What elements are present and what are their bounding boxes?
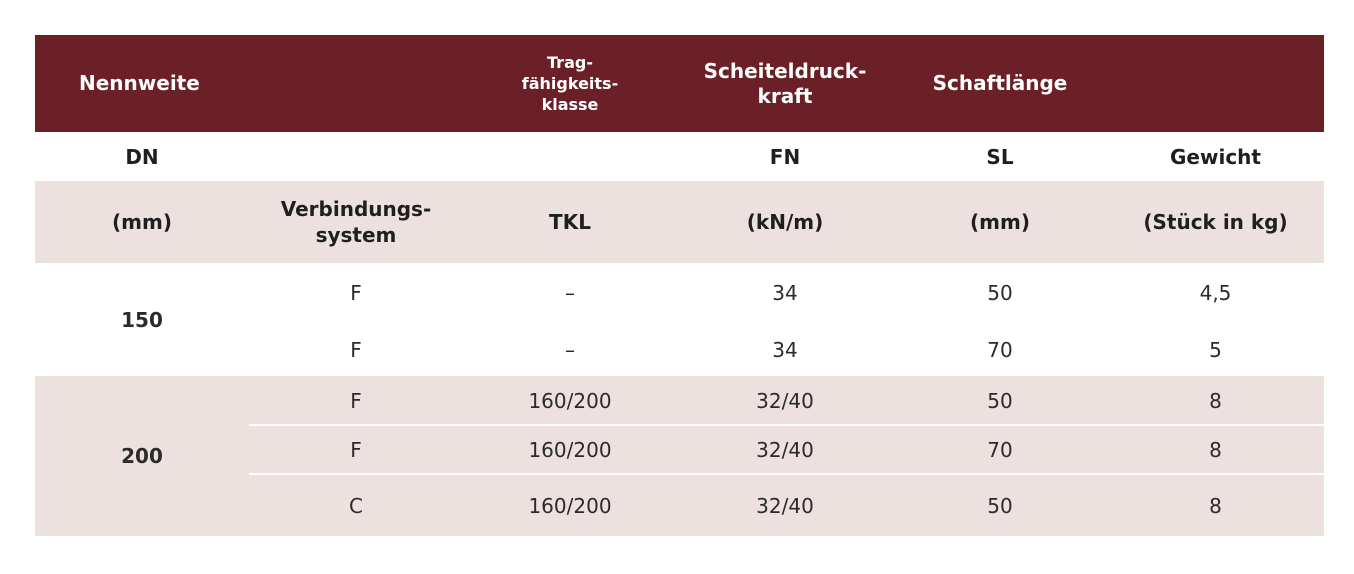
header-blank <box>249 35 463 132</box>
cell-gewicht: 8 <box>1209 493 1222 518</box>
cell-system: C <box>349 493 363 518</box>
header-blank-2 <box>1107 35 1324 132</box>
cell-system: F <box>350 281 362 305</box>
unit-tkl: TKL <box>549 210 591 234</box>
header-scheiteldruckkraft <box>677 35 893 132</box>
cell-system: F <box>350 438 362 462</box>
table-header-row <box>35 35 1324 132</box>
header-nennweite: Nennweite <box>79 71 200 95</box>
unit-verbindung-line1: Verbindungs- <box>280 197 432 221</box>
units-row-measures <box>35 181 1324 263</box>
cell-fn: 32/40 <box>756 493 814 518</box>
cell-system: F <box>350 337 362 362</box>
header-fn-line2: kraft <box>757 83 813 108</box>
cell-tkl: – <box>565 281 575 305</box>
cell-tkl: 160/200 <box>528 388 612 413</box>
unit-knm: (kN/m) <box>746 210 824 234</box>
cell-gewicht: 5 <box>1209 337 1222 362</box>
cell-fn: 32/40 <box>756 438 814 462</box>
unit-gewicht: Gewicht <box>1170 144 1261 169</box>
dn-value: 200 <box>121 444 163 468</box>
header-schaftlaenge: Schaftlänge <box>932 71 1068 95</box>
table-row <box>35 475 1324 536</box>
unit-verbindung-line2: system <box>315 223 397 247</box>
unit-mm: (mm) <box>112 210 172 234</box>
cell-sl: 50 <box>987 281 1013 305</box>
cell-fn: 34 <box>772 337 798 362</box>
header-fn-line1: Scheiteldruck- <box>703 58 867 83</box>
cell-fn: 34 <box>772 281 798 305</box>
cell-tkl: 160/200 <box>528 493 612 518</box>
unit-mm-sl: (mm) <box>970 210 1030 234</box>
table-row <box>35 426 1324 474</box>
cell-gewicht: 8 <box>1209 388 1222 413</box>
cell-gewicht: 8 <box>1209 438 1222 462</box>
group-dn-150 <box>35 263 1324 376</box>
table-row <box>35 263 1324 323</box>
cell-sl: 70 <box>987 337 1013 362</box>
cell-tkl: 160/200 <box>528 438 612 462</box>
cell-fn: 32/40 <box>756 388 814 413</box>
header-tkl-line3: klasse <box>541 95 599 114</box>
header-tkl-line2: fähigkeits- <box>521 74 619 93</box>
group-dn-200 <box>35 376 1324 536</box>
cell-sl: 70 <box>987 438 1013 462</box>
unit-dn: DN <box>125 144 159 169</box>
cell-gewicht: 4,5 <box>1199 281 1232 305</box>
unit-verbindungssystem <box>249 181 463 263</box>
cell-tkl: – <box>565 337 575 362</box>
cell-system: F <box>350 388 362 413</box>
product-table <box>35 35 1324 536</box>
unit-sl: SL <box>986 144 1014 169</box>
units-row-symbols <box>35 132 1324 181</box>
table-row <box>35 376 1324 425</box>
cell-sl: 50 <box>987 388 1013 413</box>
unit-fn: FN <box>769 144 801 169</box>
header-tragfaehigkeitsklasse <box>463 35 677 132</box>
table-row <box>35 323 1324 376</box>
unit-stueck-kg: (Stück in kg) <box>1143 210 1288 234</box>
cell-sl: 50 <box>987 493 1013 518</box>
dn-value: 150 <box>121 307 163 332</box>
header-tkl-line1: Trag- <box>547 53 593 72</box>
